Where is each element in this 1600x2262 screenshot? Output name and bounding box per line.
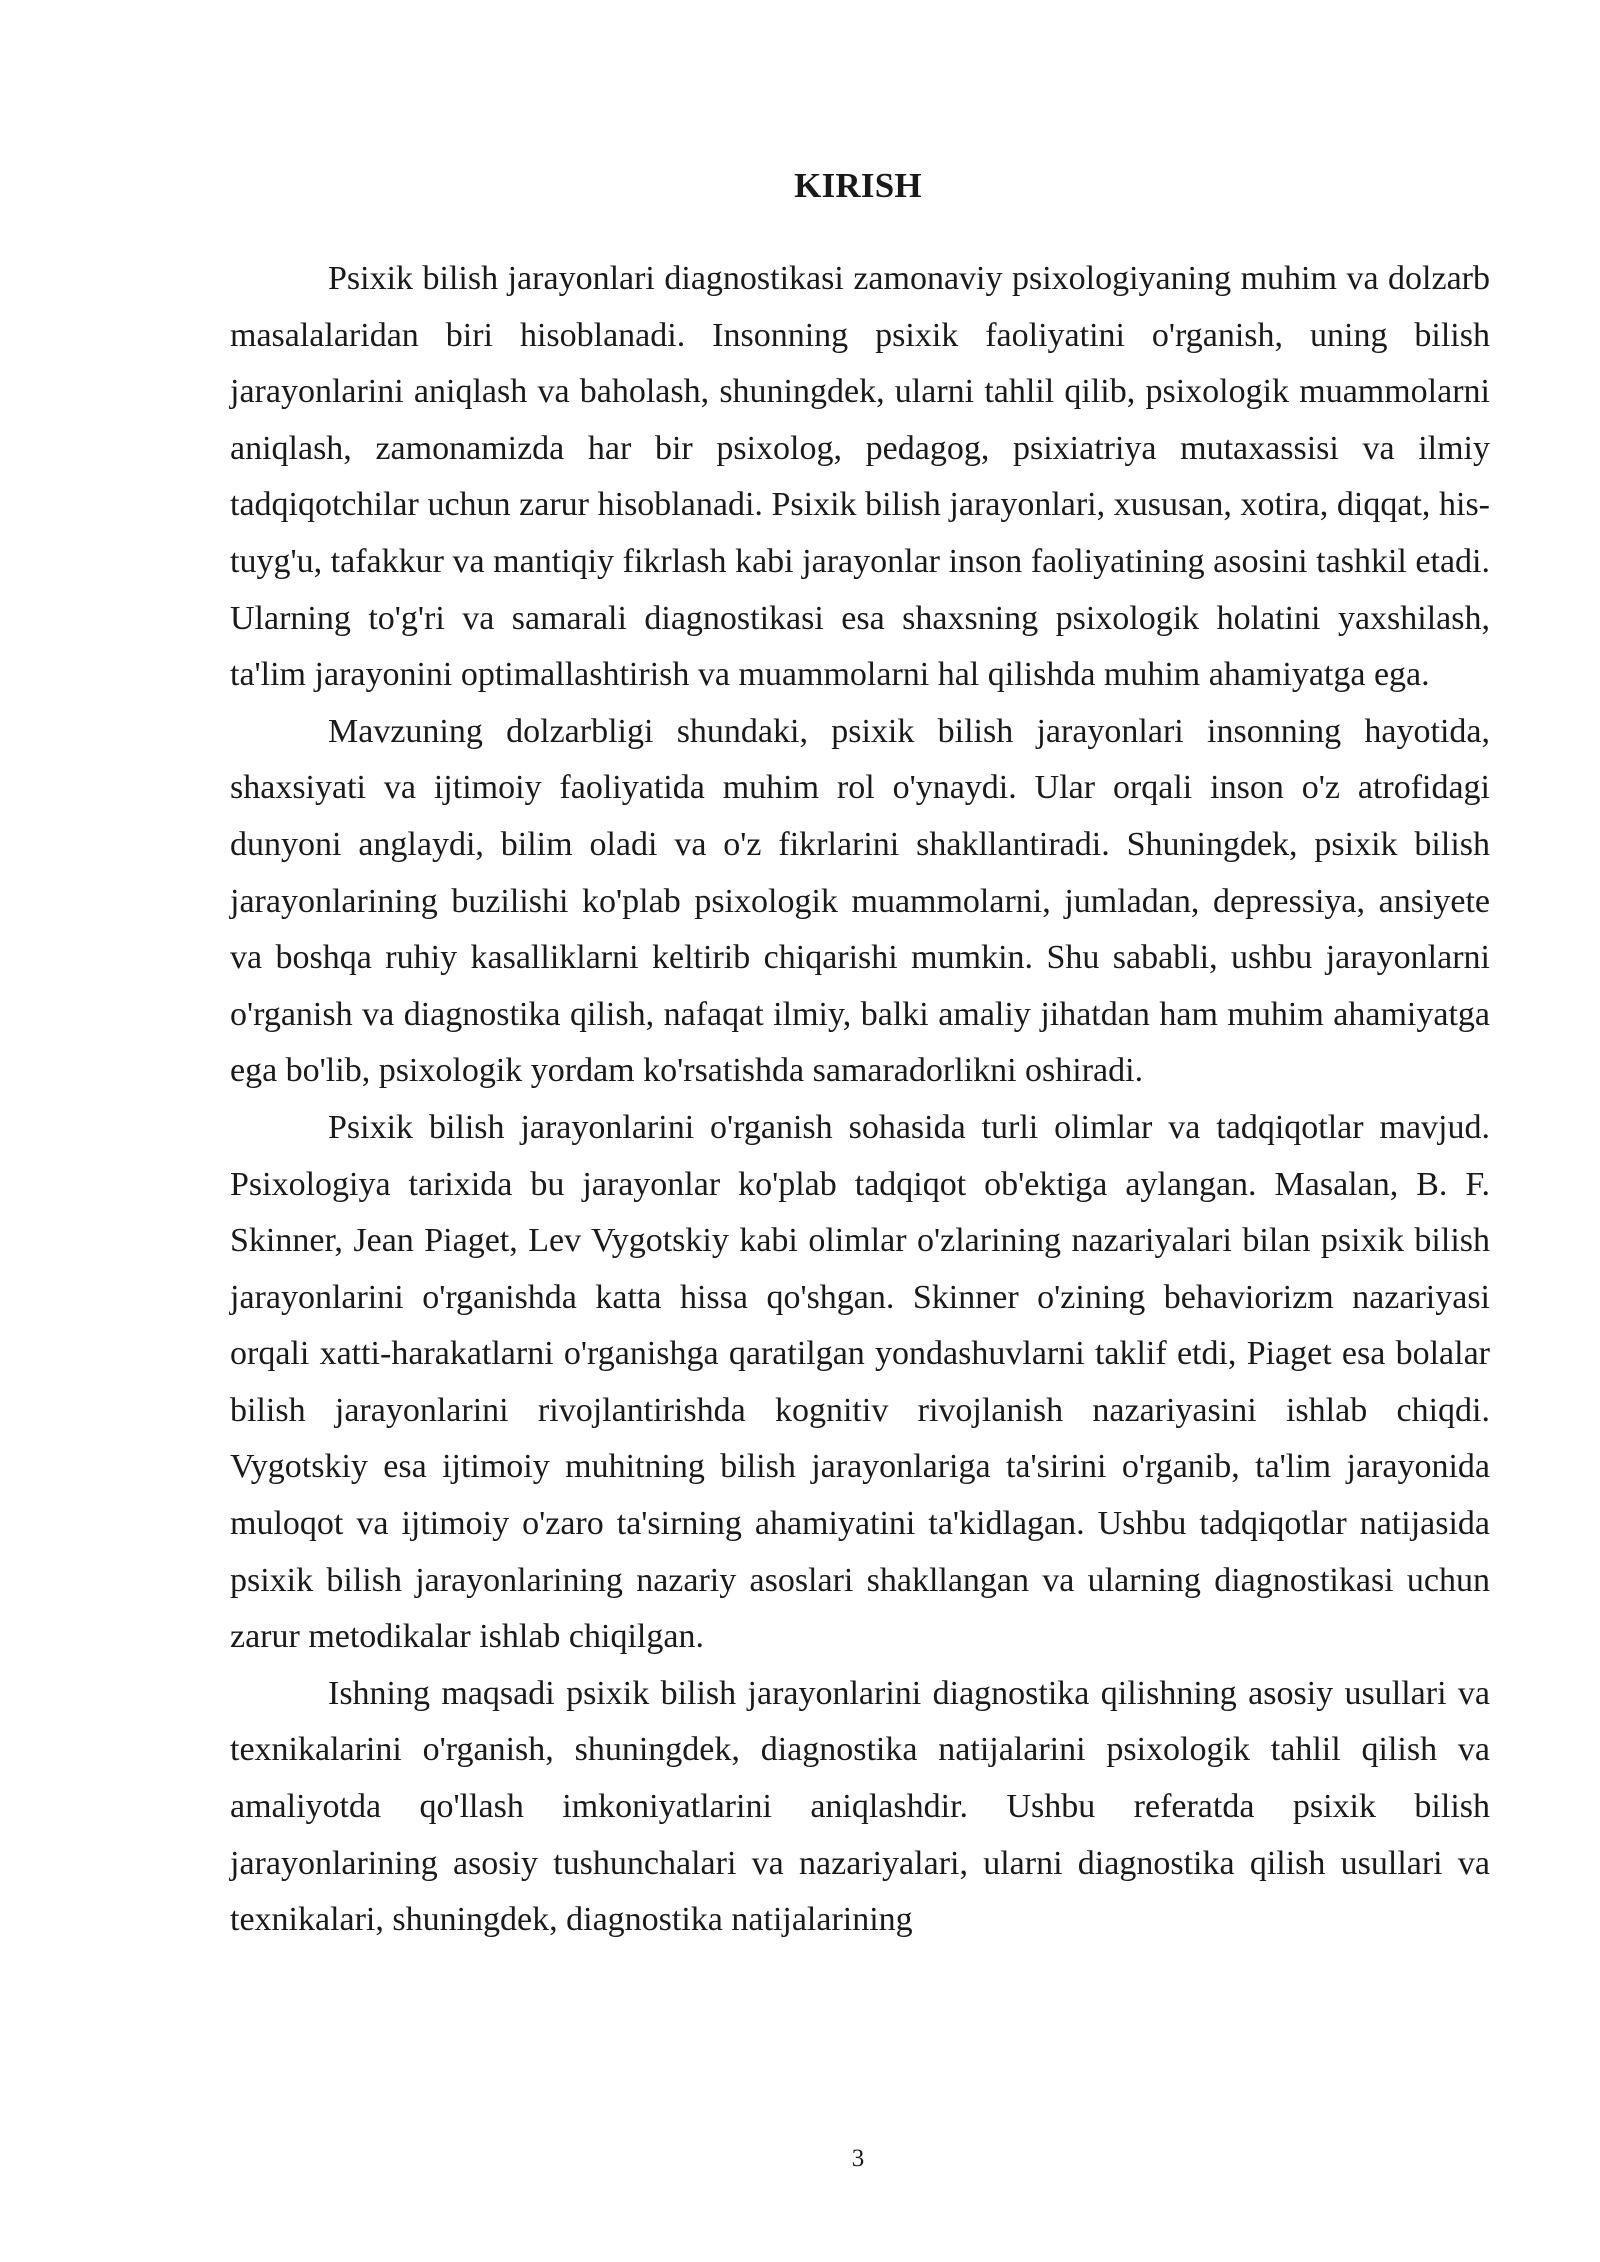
paragraph-4: Ishning maqsadi psixik bilish jarayonlarini diagnostika qilishning asosiy usullari va texnikalarini o'rganish, shuningdek, diagnostika natijalarini psixologik tahlil qilish va amaliyotda qo'llash imkoniyatlarini aniqlashdir. Ushbu referatda psixik bilish jarayonlarining asosiy tushunchalari va nazariyalari, ularni diagnostika qilish usullari va texnikalari, shuningdek, diagnostika natijalarining: [230, 1674, 1490, 1939]
paragraph-3: Psixik bilish jarayonlarini o'rganish sohasida turli olimlar va tadqiqotlar mavjud. Psixologiya tarixida bu jarayonlar ko'plab tadqiqot ob'ektiga aylangan. Masalan, B. F. Skinner, Jean Piaget, Lev Vygotskiy kabi olimlar o'zlarining nazariyalari bilan psixik bilish jarayonlarini o'rganishda katta hissa qo'shgan. Skinner o'zining behaviorizm nazariyasi orqali xatti-harakatlarni o'rganishga qaratilgan yondashuvlarni taklif etdi, Piaget esa bolalar bilish jarayonlarini rivojlantirishda kognitiv rivojlanish nazariyasini ishlab chiqdi. Vygotskiy esa ijtimoiy muhitning bilish jarayonlariga ta'sirini o'rganib, ta'lim jarayonida muloqot va ijtimoiy o'zaro ta'sirning ahamiyatini ta'kidlagan. Ushbu tadqiqotlar natijasida psixik bilish jarayonlarining nazariy asoslari shakllangan va ularning diagnostikasi uchun zarur metodikalar ishlab chiqilgan.: [230, 1108, 1490, 1656]
paragraph-1: Psixik bilish jarayonlari diagnostikasi zamonaviy psixologiyaning muhim va dolzarb masalalaridan biri hisoblanadi. Insonning psixik faoliyatini o'rganish, uning bilish jarayonlarini aniqlash va baholash, shuningdek, ularni tahlil qilib, psixologik muammolarni aniqlash, zamonamizda har bir psixolog, pedagog, psixiatriya mutaxassisi va ilmiy tadqiqotchilar uchun zarur hisoblanadi. Psixik bilish jarayonlari, xususan, xotira, diqqat, his-tuyg'u, tafakkur va mantiqiy fikrlash kabi jarayonlar inson faoliyatining asosini tashkil etadi. Ularning to'g'ri va samarali diagnostikasi esa shaxsning psixologik holatini yaxshilash, ta'lim jarayonini optimallashtirish va muammolarni hal qilishda muhim ahamiyatga ega.: [230, 260, 1490, 694]
page-number: 3: [851, 2145, 865, 2172]
section-heading: KIRISH: [794, 166, 922, 205]
body-text: [230, 251, 1490, 1949]
paragraph-2: Mavzuning dolzarbligi shundaki, psixik bilish jarayonlari insonning hayotida, shaxsiyati va ijtimoiy faoliyatida muhim rol o'ynaydi. Ular orqali inson o'z atrofidagi dunyoni anglaydi, bilim oladi va o'z fikrlarini shakllantiradi. Shuningdek, psixik bilish jarayonlarining buzilishi ko'plab psixologik muammolarni, jumladan, depressiya, ansiyete va boshqa ruhiy kasalliklarni keltirib chiqarishi mumkin. Shu sababli, ushbu jarayonlarni o'rganish va diagnostika qilish, nafaqat ilmiy, balki amaliy jihatdan ham muhim ahamiyatga ega bo'lib, psixologik yordam ko'rsatishda samaradorlikni oshiradi.: [230, 712, 1490, 1090]
